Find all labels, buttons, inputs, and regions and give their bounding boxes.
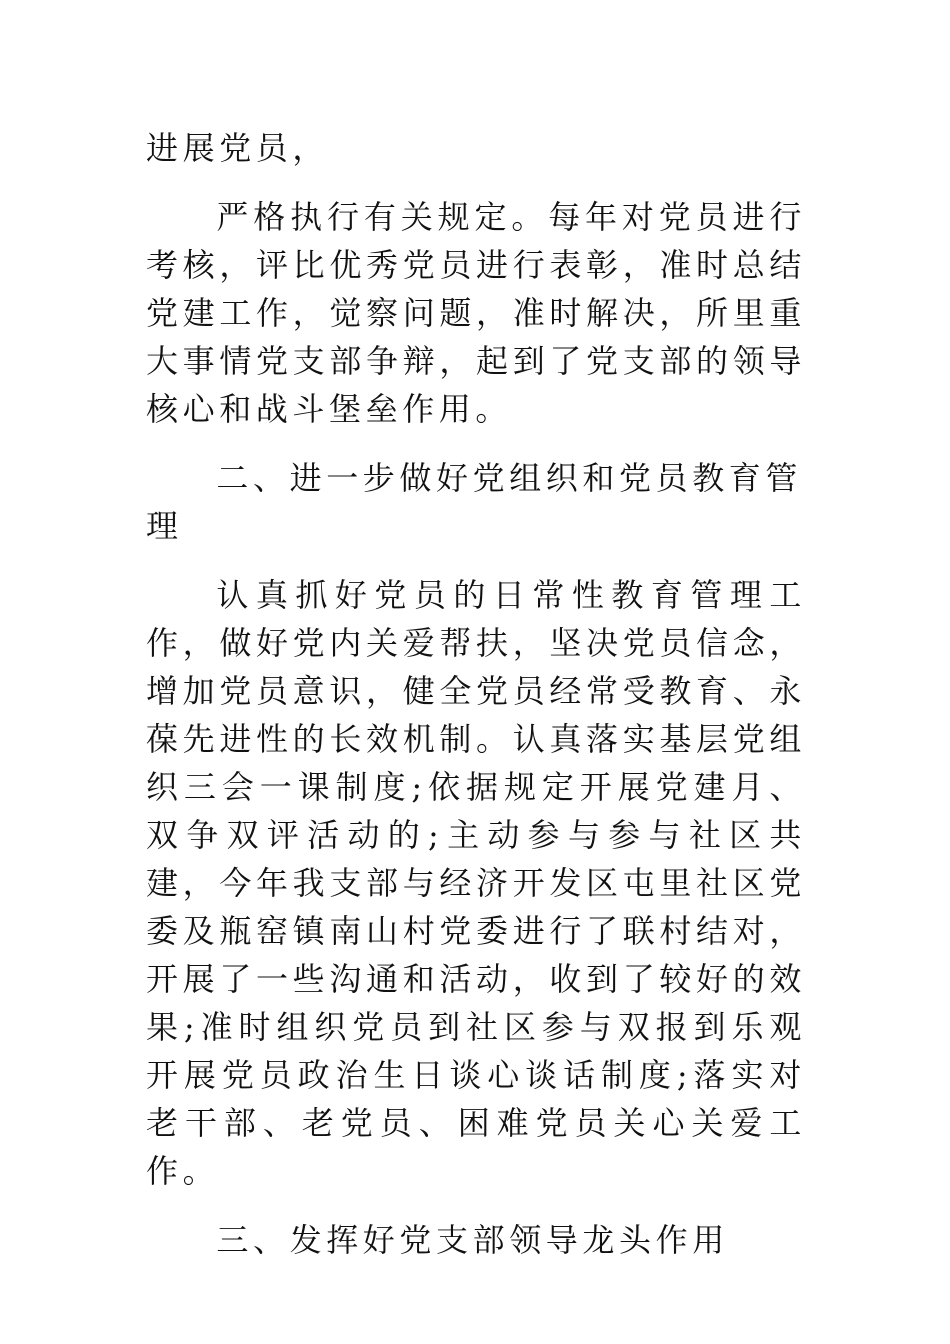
document-body	[146, 124, 806, 1285]
paragraph-education-management: 认真抓好党员的日常性教育管理工作，做好党内关爱帮扶，坚决党员信念，增加党员意识，健全党员经常受教育、永葆先进性的长效机制。认真落实基层党组织三会一课制度;依据规定开展党建月、双争双评活动的;主动参与参与社区共建，今年我支部与经济开发区屯里社区党委及瓶窑镇南山村党委进行了联村结对，开展了一些沟通和活动，收到了较好的效果;准时组织党员到社区参与双报到乐观开展党员政治生日谈心谈话制度;落实对老干部、老党员、困难党员关心关爱工作。	[146, 576, 806, 1190]
paragraph-continuation: 进展党员，	[146, 129, 330, 167]
section-heading-three: 三、发挥好党支部领导龙头作用	[216, 1221, 729, 1259]
paragraph-regulations: 严格执行有关规定。每年对党员进行考核，评比优秀党员进行表彰，准时总结党建工作，觉察问题，准时解决，所里重大事情党支部争辩，起到了党支部的领导核心和战斗堡垒作用。	[146, 198, 806, 428]
section-heading-two: 二、进一步做好党组织和党员教育管理	[146, 459, 802, 545]
